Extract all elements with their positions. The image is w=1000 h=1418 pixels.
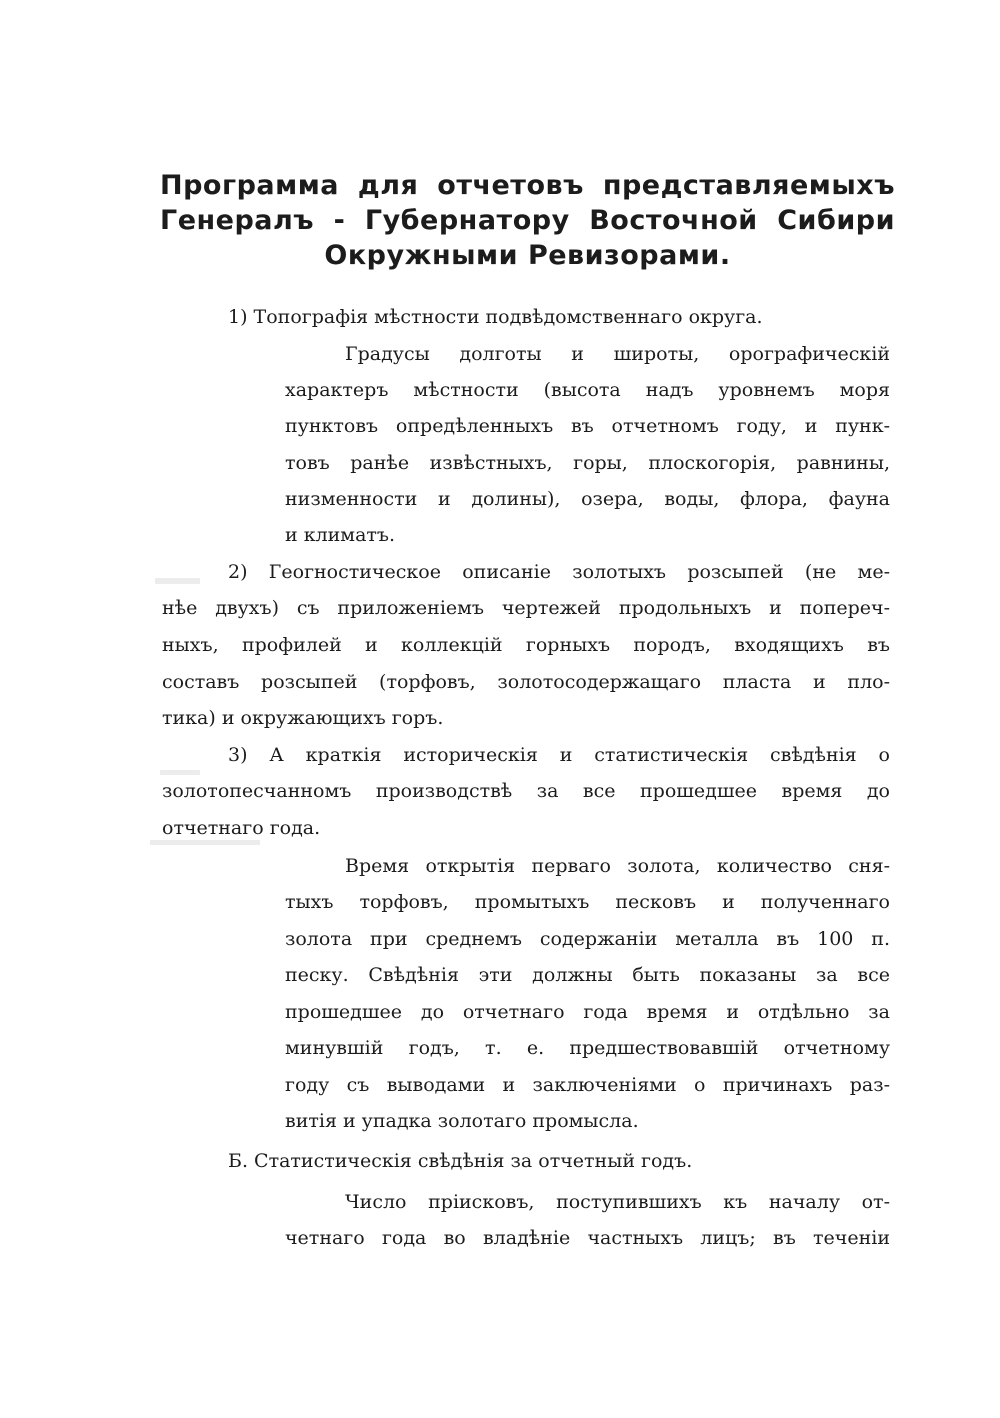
section-3-line-2: золотопесчанномъ производствѣ за все прошедшее время до	[162, 780, 890, 802]
section-3-body-line-6: минувшій годъ, т. е. предшествовавшій отчетному	[285, 1037, 890, 1059]
section-2-line-5: тика) и окружающихъ горъ.	[162, 707, 444, 729]
section-1-line-1: Градусы долготы и широты, орографическій	[345, 343, 890, 365]
section-3-body-line-1: Время открытія перваго золота, количество сня-	[345, 855, 890, 877]
title-line-1: Программа для отчетовъ представляемыхъ	[160, 170, 895, 201]
section-2-line-3: ныхъ, профилей и коллекцій горныхъ породъ, входящихъ въ	[162, 634, 890, 656]
section-1-line-3: пунктовъ опредѣленныхъ въ отчетномъ году, и пунк-	[285, 415, 890, 437]
section-3-body-line-8: витія и упадка золотаго промысла.	[285, 1110, 639, 1132]
section-3-line-1: 3) А краткія историческія и статистическія свѣдѣнія о	[228, 744, 890, 766]
section-b-heading: Б. Статистическія свѣдѣнія за отчетный годъ.	[228, 1150, 693, 1172]
section-1-heading: 1) Топографія мѣстности подвѣдомственнаго округа.	[228, 306, 763, 328]
section-b-line-2: четнаго года во владѣніе частныхъ лицъ; въ теченіи	[285, 1227, 890, 1249]
section-1-line-6: и климатъ.	[285, 524, 396, 546]
section-1-line-4: товъ ранѣе извѣстныхъ, горы, плоскогорія, равнины,	[285, 452, 890, 474]
section-3-line-3: отчетнаго года.	[162, 817, 321, 839]
scan-bleed-mark	[155, 578, 200, 584]
section-b-line-1: Число пріисковъ, поступившихъ къ началу от-	[345, 1191, 890, 1213]
section-3-body-line-2: тыхъ торфовъ, промытыхъ песковъ и полученнаго	[285, 891, 890, 913]
section-2-line-4: составъ розсыпей (торфовъ, золотосодержащаго пласта и пло-	[162, 671, 890, 693]
scan-bleed-mark	[160, 770, 200, 775]
section-2-line-1: 2) Геогностическое описаніе золотыхъ розсыпей (не ме-	[228, 561, 890, 583]
title-line-3: Окружными Ревизорами.	[324, 240, 731, 271]
section-1-line-5: низменности и долины), озера, воды, флора, фауна	[285, 488, 890, 510]
scan-bleed-mark	[150, 840, 260, 845]
section-3-body-line-5: прошедшее до отчетнаго года время и отдѣльно за	[285, 1001, 890, 1023]
section-3-body-line-4: песку. Свѣдѣнія эти должны быть показаны за все	[285, 964, 890, 986]
section-2-line-2: нѣе двухъ) съ приложеніемъ чертежей продольныхъ и попереч-	[162, 597, 890, 619]
section-3-body-line-3: золота при среднемъ содержаніи металла въ 100 п.	[285, 928, 890, 950]
section-1-line-2: характеръ мѣстности (высота надъ уровнемъ моря	[285, 379, 890, 401]
title-line-2: Генералъ - Губернатору Восточной Сибири	[160, 205, 895, 236]
section-3-body-line-7: году съ выводами и заключеніями о причинахъ раз-	[285, 1074, 890, 1096]
